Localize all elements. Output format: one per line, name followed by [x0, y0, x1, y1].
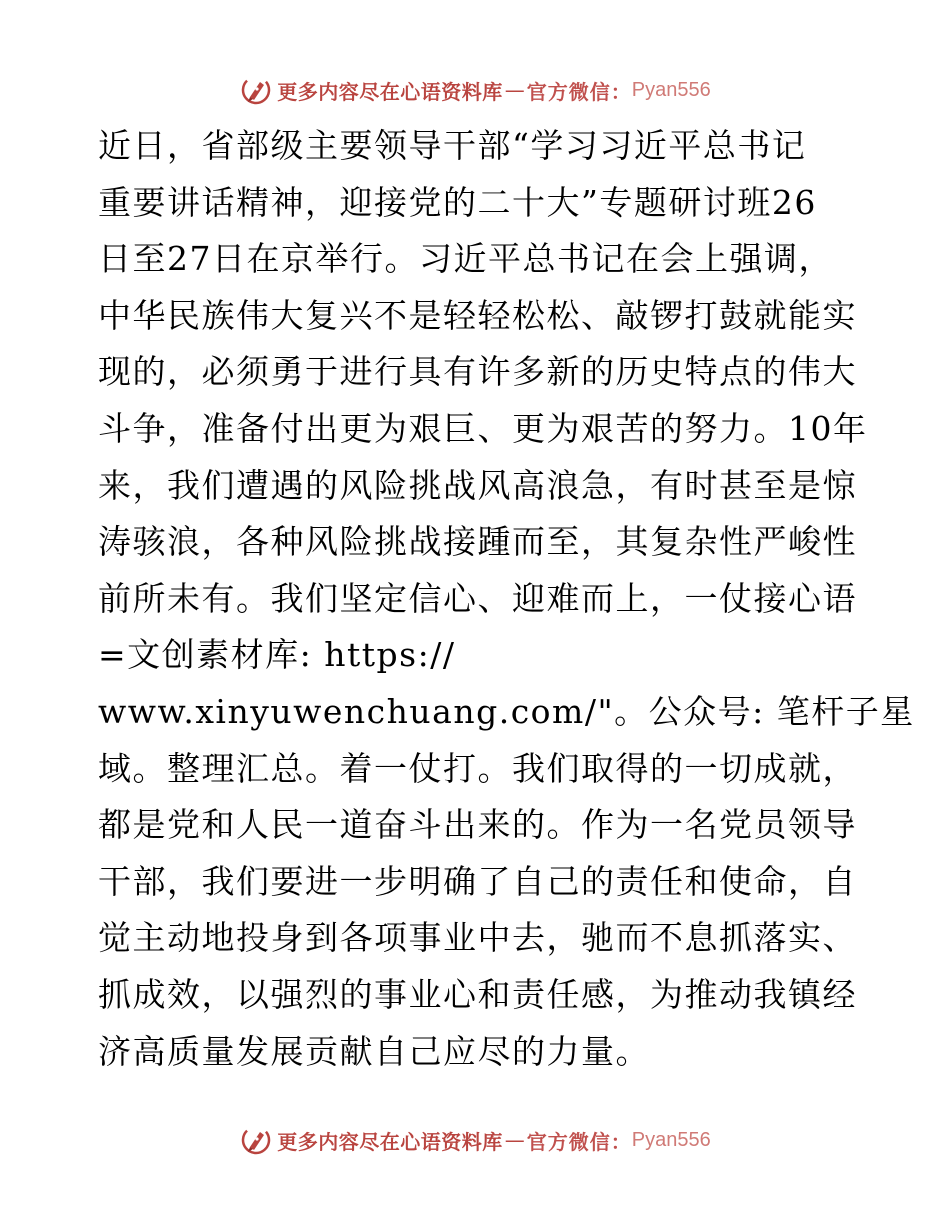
body-line: 重要讲话精神，迎接党的二十大”专题研讨班26 — [98, 182, 817, 222]
banner-separator: — — [504, 78, 525, 102]
banner-wechat-handle: Pyan556 — [631, 78, 711, 101]
body-line: www.xinyuwenchuang.com/"。公众号: 笔杆子星 — [98, 691, 915, 731]
banner-title: 更多内容尽在心语资料库 — [277, 1129, 503, 1154]
pen-nib-icon — [239, 1123, 273, 1157]
body-line: 斗争，准备付出更为艰巨、更为艰苦的努力。10年 — [98, 408, 868, 448]
banner-separator: — — [504, 1128, 525, 1152]
banner-wechat-label: 官方微信： — [526, 79, 632, 104]
header-banner — [0, 70, 950, 110]
body-line: 中华民族伟大复兴不是轻轻松松、敲锣打鼓就能实 — [98, 295, 857, 335]
pen-nib-icon — [239, 73, 273, 107]
body-line: 涛骇浪，各种风险挑战接踵而至，其复杂性严峻性 — [98, 522, 857, 562]
footer-banner — [0, 1120, 950, 1160]
banner-wechat-handle: Pyan556 — [631, 1128, 711, 1151]
banner-title: 更多内容尽在心语资料库 — [277, 79, 503, 104]
body-line: 日至27日在京举行。习近平总书记在会上强调， — [98, 239, 833, 279]
body-line: 济高质量发展贡献自己应尽的力量。 — [98, 1031, 650, 1071]
body-line: 近日，省部级主要领导干部“学习习近平总书记 — [98, 126, 807, 165]
body-line: 干部，我们要进一步明确了自己的责任和使命，自 — [98, 861, 857, 901]
body-line: 现的，必须勇于进行具有许多新的历史特点的伟大 — [98, 352, 857, 392]
body-line: 抓成效，以强烈的事业心和责任感，为推动我镇经 — [98, 974, 857, 1014]
body-line: =文创素材库: https:// — [98, 635, 456, 675]
article-body — [98, 118, 915, 1080]
body-line: 都是党和人民一道奋斗出来的。作为一名党员领导 — [98, 805, 857, 845]
body-line: 前所未有。我们坚定信心、迎难而上，一仗接心语 — [98, 578, 857, 618]
banner-wechat-label: 官方微信： — [526, 1129, 632, 1154]
body-line: 来，我们遭遇的风险挑战风高浪急，有时甚至是惊 — [98, 465, 857, 505]
body-line: 域。整理汇总。着一仗打。我们取得的一切成就， — [98, 748, 857, 788]
body-line: 觉主动地投身到各项事业中去，驰而不息抓落实、 — [98, 918, 857, 958]
